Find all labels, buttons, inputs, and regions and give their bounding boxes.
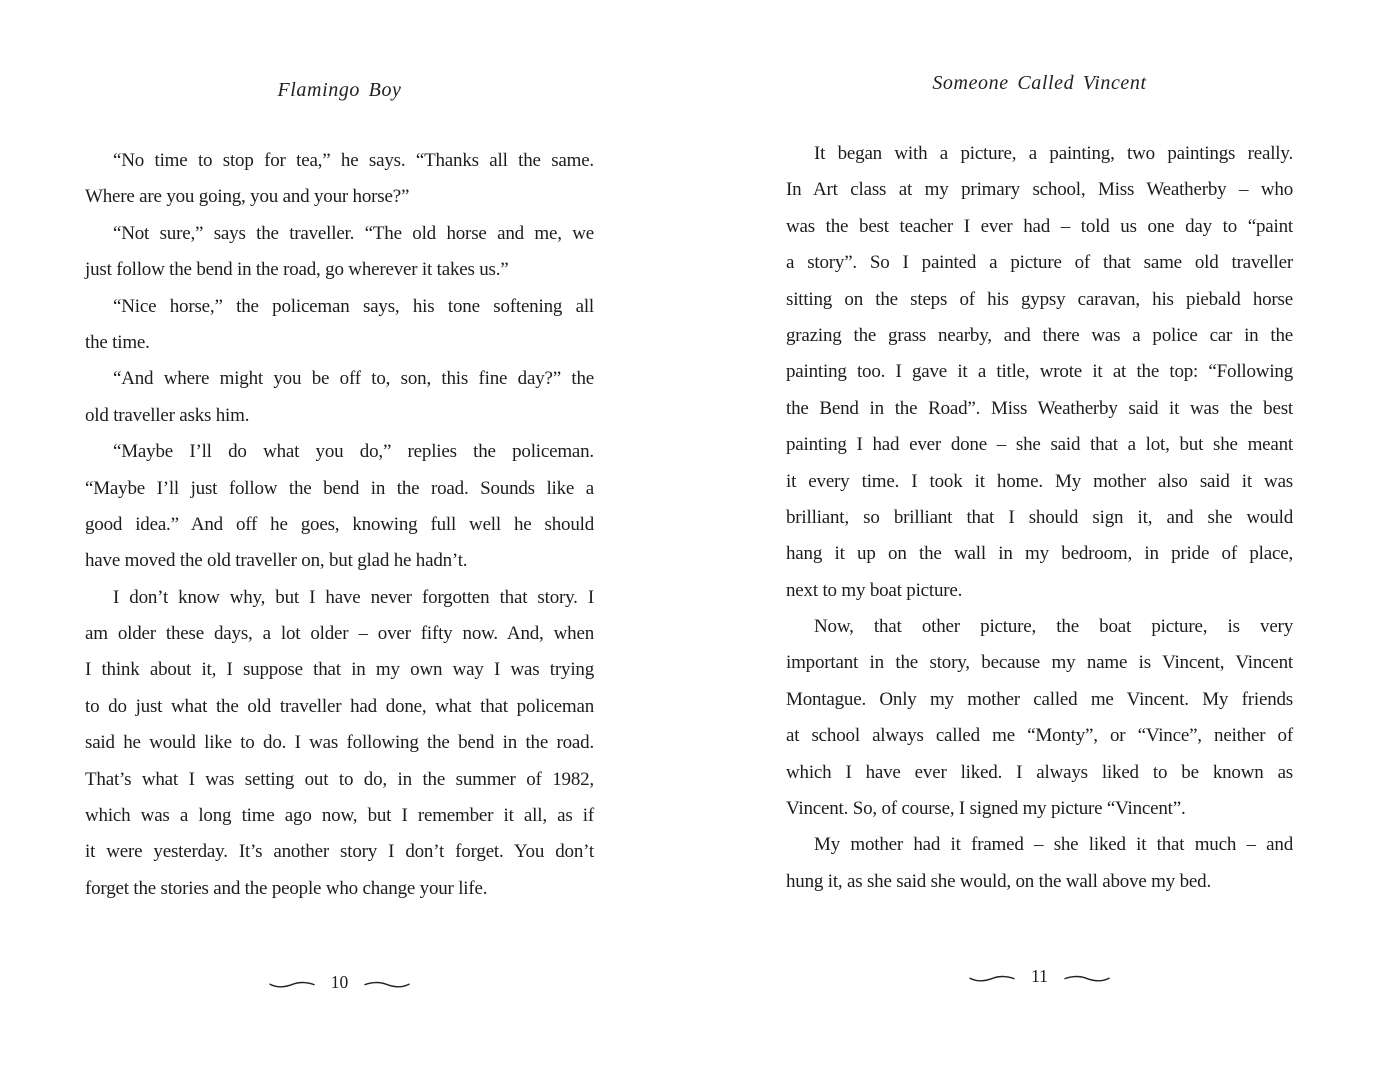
text-line: Montague. Only my mother called me Vincent. My friends [786, 688, 1293, 710]
text-line: the Bend in the Road”. Miss Weatherby said it was the best [786, 397, 1293, 419]
text-line: “And where might you be off to, son, this fine day?” the [113, 368, 594, 390]
text-line: important in the story, because my name is Vincent, Vincent [786, 652, 1293, 674]
paragraph [786, 827, 1293, 900]
text-line: Vincent. So, of course, I signed my picture “Vincent”. [786, 798, 1186, 820]
paragraph [786, 136, 1293, 609]
page-number: 10 [330, 972, 349, 992]
right-page [786, 0, 1293, 1074]
text-line: My mother had it framed – she liked it that much – and [814, 834, 1293, 856]
page-number: 11 [1031, 966, 1048, 986]
text-line: forget the stories and the people who change your life. [85, 877, 488, 899]
page-footer [786, 968, 1293, 988]
text-line: “No time to stop for tea,” he says. “Thanks all the same. [113, 150, 594, 171]
flourish-right-icon [1064, 973, 1110, 983]
text-line: have moved the old traveller on, but glad he hadn’t. [85, 550, 468, 572]
flourish-left-icon [969, 973, 1015, 983]
text-line: it were yesterday. It’s another story I don’t forget. You don’t [85, 841, 594, 863]
left-page [85, 0, 594, 1074]
text-line: Where are you going, you and your horse?” [85, 186, 410, 208]
text-line: to do just what the old traveller had done, what that policeman [85, 695, 594, 717]
text-line: “Not sure,” says the traveller. “The old horse and me, we [113, 222, 594, 244]
paragraph [85, 361, 594, 434]
text-line: I don’t know why, but I have never forgotten that story. I [113, 586, 594, 608]
text-line: That’s what I was setting out to do, in the summer of 1982, [85, 768, 594, 790]
page-footer [85, 974, 594, 994]
text-line: It began with a picture, a painting, two paintings really. [814, 143, 1293, 164]
running-head: Flamingo Boy [277, 79, 402, 101]
text-line: was the best teacher I ever had – told us one day to “paint [786, 215, 1293, 237]
text-line: which was a long time ago now, but I remember it all, as if [85, 805, 594, 827]
text-line: hang it up on the wall in my bedroom, in pride of place, [786, 543, 1293, 565]
text-line: “Maybe I’ll do what you do,” replies the policeman. [113, 441, 594, 463]
paragraph [85, 434, 594, 580]
text-line: just follow the bend in the road, go wherever it takes us.” [85, 259, 509, 281]
paragraph [85, 289, 594, 362]
text-line: the time. [85, 331, 150, 353]
text-line: at school always called me “Monty”, or “Vince”, neither of [786, 725, 1293, 747]
text-line: Now, that other picture, the boat picture, is very [814, 616, 1293, 638]
text-line: painting I had ever done – she said that a lot, but she meant [786, 434, 1293, 456]
text-line: said he would like to do. I was following the bend in the road. [85, 732, 594, 754]
text-line: good idea.” And off he goes, knowing full well he should [85, 513, 594, 535]
paragraph [85, 580, 594, 908]
text-line: “Nice horse,” the policeman says, his tone softening all [113, 295, 594, 317]
text-line: a story”. So I painted a picture of that same old traveller [786, 252, 1293, 274]
text-line: old traveller asks him. [85, 404, 250, 426]
text-line: grazing the grass nearby, and there was a police car in the [786, 324, 1293, 346]
text-line: am older these days, a lot older – over fifty now. And, when [85, 623, 594, 645]
flourish-right-icon [364, 979, 410, 989]
paragraph [786, 609, 1293, 827]
page-body-text [786, 136, 1293, 900]
flourish-left-icon [269, 979, 315, 989]
text-line: hung it, as she said she would, on the wall above my bed. [786, 870, 1211, 892]
text-line: I think about it, I suppose that in my own way I was trying [85, 659, 594, 681]
text-line: painting too. I gave it a title, wrote it at the top: “Following [786, 361, 1293, 383]
paragraph [85, 143, 594, 216]
text-line: sitting on the steps of his gypsy caravan, his piebald horse [786, 288, 1293, 310]
text-line: “Maybe I’ll just follow the bend in the road. Sounds like a [85, 477, 594, 499]
text-line: next to my boat picture. [786, 579, 963, 601]
running-head: Someone Called Vincent [932, 72, 1147, 94]
text-line: brilliant, so brilliant that I should sign it, and she would [786, 506, 1293, 528]
page-body-text [85, 143, 594, 907]
text-line: which I have ever liked. I always liked to be known as [786, 761, 1293, 783]
text-line: In Art class at my primary school, Miss Weatherby – who [786, 179, 1293, 201]
paragraph [85, 216, 594, 289]
text-line: it every time. I took it home. My mother also said it was [786, 470, 1293, 492]
